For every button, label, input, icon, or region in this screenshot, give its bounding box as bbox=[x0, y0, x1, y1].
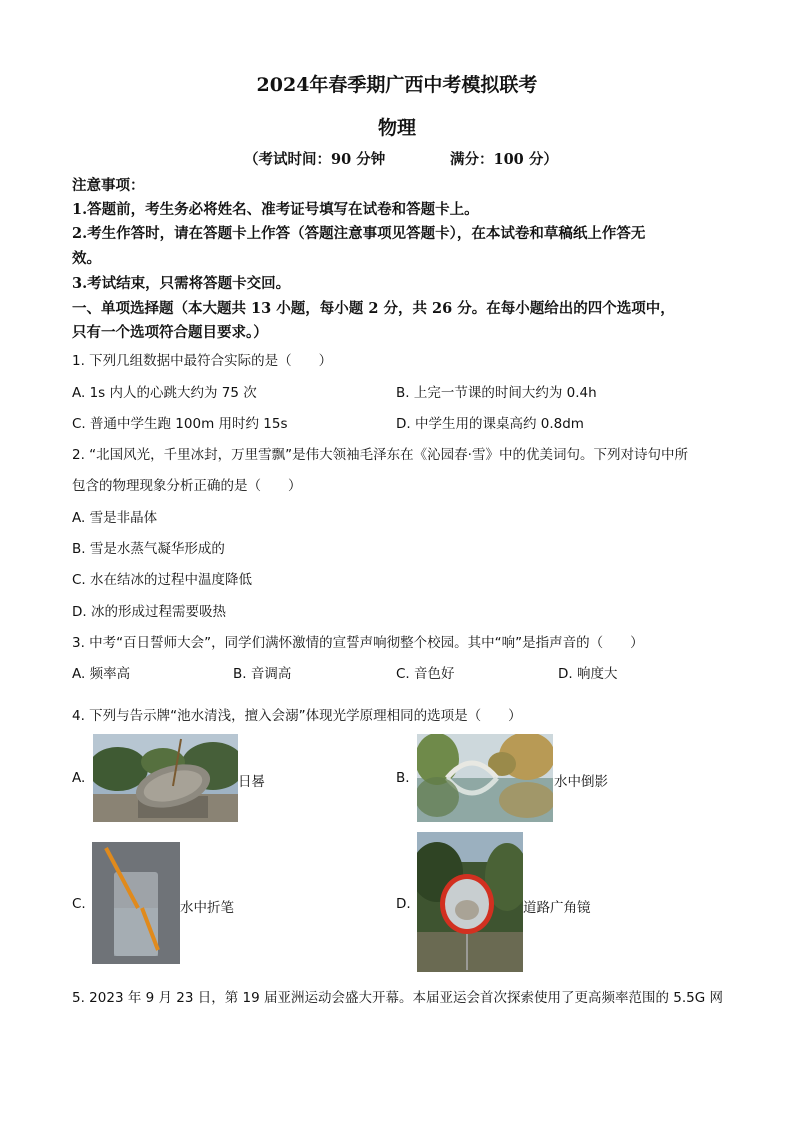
subject-title: 物理 bbox=[377, 117, 416, 139]
q3-option-b: B. 音调高 bbox=[233, 666, 292, 682]
note-item-3: 3.考试结束，只需将答题卡交回。 bbox=[72, 275, 291, 292]
q2-option-d: D. 冰的形成过程需要吸热 bbox=[72, 604, 226, 620]
q3-stem: 3. 中考“百日誓师大会”，同学们满怀激情的宣誓声响彻整个校园。其中“响”是指声音的（ ） bbox=[72, 635, 644, 651]
section-heading-line1: 一、单项选择题（本大题共 13 小题，每小题 2 分，共 26 分。在每小题给出的四个选项中， bbox=[72, 300, 675, 317]
convex-mirror-photo bbox=[417, 832, 523, 972]
note-item-2-line1: 2.考生作答时，请在答题卡上作答（答题注意事项见答题卡），在本试卷和草稿纸上作答无 bbox=[72, 225, 646, 242]
q2-option-c: C. 水在结冰的过程中温度降低 bbox=[72, 572, 253, 588]
q4-stem: 4. 下列与告示牌“池水清浅，擅入会溺”体现光学原理相同的选项是（ ） bbox=[72, 708, 522, 724]
q4-option-c-label: 水中折笔 bbox=[180, 900, 234, 916]
q1-stem: 1. 下列几组数据中最符合实际的是（ ） bbox=[72, 353, 333, 369]
section-heading-line2: 只有一个选项符合题目要求。） bbox=[72, 324, 268, 341]
bent-pencil-photo bbox=[92, 842, 180, 964]
q4-option-a-letter: A. bbox=[72, 770, 86, 786]
q5-stem-line1: 5. 2023 年 9 月 23 日，第 19 届亚洲运动会盛大开幕。本届亚运会首次探索使用了更高频率范围的 5.5G 网 bbox=[72, 990, 724, 1006]
q4-option-b-label: 水中倒影 bbox=[554, 774, 608, 790]
reflection-photo bbox=[417, 734, 553, 822]
sundial-photo bbox=[93, 734, 238, 822]
note-item-2-line2: 效。 bbox=[72, 250, 101, 267]
q3-option-c: C. 音色好 bbox=[396, 666, 455, 682]
q2-option-a: A. 雪是非晶体 bbox=[72, 510, 158, 526]
full-score: 满分：100 分） bbox=[450, 151, 558, 168]
exam-time: （考试时间：90 分钟 bbox=[244, 151, 386, 168]
q1-option-c: C. 普通中学生跑 100m 用时约 15s bbox=[72, 416, 288, 432]
q4-option-b-letter: B. bbox=[396, 770, 410, 786]
q4-option-d-label: 道路广角镜 bbox=[523, 900, 591, 916]
q1-option-d: D. 中学生用的课桌高约 0.8dm bbox=[396, 416, 584, 432]
q2-stem-line2: 包含的物理现象分析正确的是（ ） bbox=[72, 478, 302, 494]
q2-option-b: B. 雪是水蒸气凝华形成的 bbox=[72, 541, 225, 557]
q4-option-a-label: 日晷 bbox=[238, 774, 265, 790]
q3-option-d: D. 响度大 bbox=[558, 666, 618, 682]
q1-option-a: A. 1s 内人的心跳大约为 75 次 bbox=[72, 385, 257, 401]
q4-option-c-letter: C. bbox=[72, 896, 86, 912]
note-item-1: 1.答题前，考生务必将姓名、准考证号填写在试卷和答题卡上。 bbox=[72, 201, 479, 218]
q3-option-a: A. 频率高 bbox=[72, 666, 131, 682]
notes-heading: 注意事项： bbox=[72, 177, 145, 194]
exam-title: 2024年春季期广西中考模拟联考 bbox=[256, 74, 538, 96]
q2-stem-line1: 2. “北国风光，千里冰封，万里雪飘”是伟大领袖毛泽东在《沁园春·雪》中的优美词句。下列对诗句中所 bbox=[72, 447, 688, 463]
q4-option-d-letter: D. bbox=[396, 896, 411, 912]
q1-option-b: B. 上完一节课的时间大约为 0.4h bbox=[396, 385, 597, 401]
